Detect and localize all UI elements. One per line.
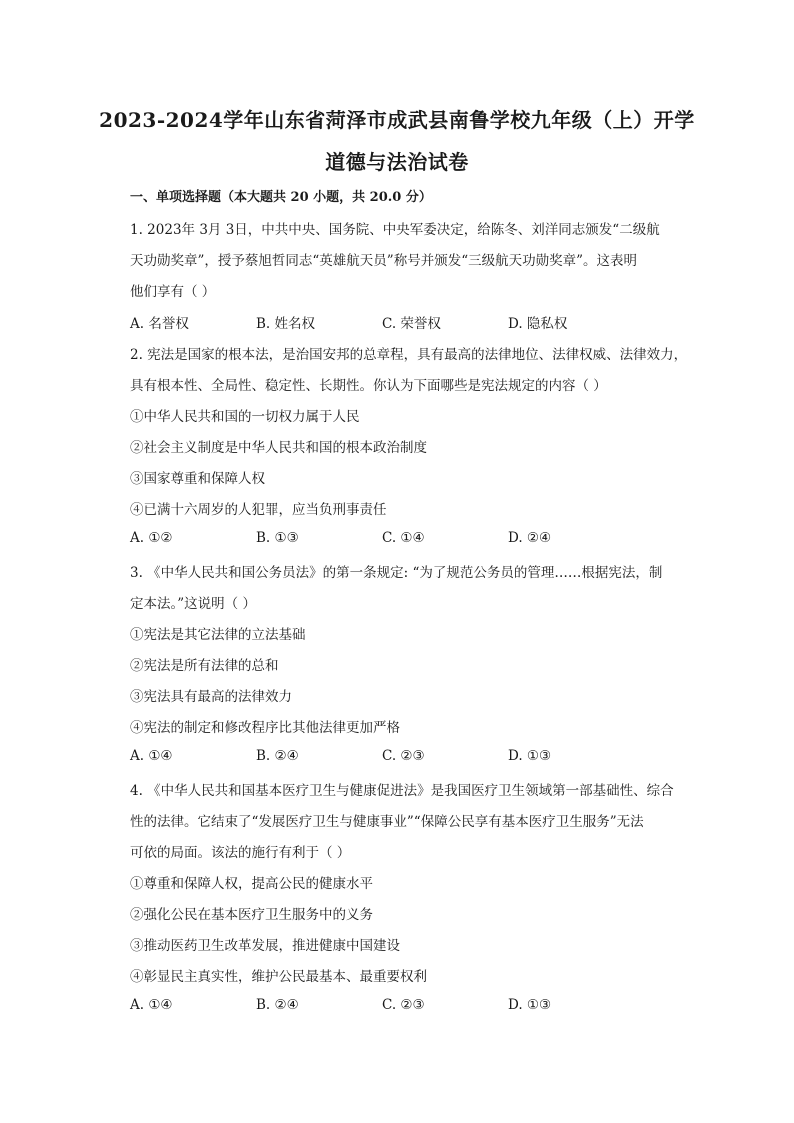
- question-line: 定本法。”这说明（ ）: [130, 596, 256, 612]
- statement-line: ②强化公民在基本医疗卫生服务中的义务: [130, 907, 373, 923]
- statement-line: ②宪法是所有法律的总和: [130, 658, 279, 674]
- question-line: 可依的局面。该法的施行有利于（ ）: [130, 845, 351, 861]
- option-a: A. ①④: [130, 748, 173, 764]
- option-b: B. ①③: [256, 530, 299, 546]
- exam-title-line2: 道德与法治试卷: [325, 150, 469, 174]
- option-b: B. ②④: [256, 748, 299, 764]
- question-line: 3. 《中华人民共和国公务员法》的第一条规定: “为了规范公务员的管理……根据宪法，制: [130, 565, 663, 581]
- question-line: 他们享有（ ）: [130, 284, 216, 300]
- statement-line: ④彰显民主真实性，维护公民最基本、最重要权利: [130, 969, 427, 985]
- question-line: 天功勋奖章”，授予蔡旭哲同志“英雄航天员”称号并颁发“三级航天功勋奖章”。这表明: [130, 253, 638, 269]
- option-b: B. ②④: [256, 997, 299, 1013]
- option-d: D. ①③: [508, 748, 552, 764]
- option-c: C. ②③: [382, 997, 425, 1013]
- question-line: 具有根本性、全局性、稳定性、长期性。你认为下面哪些是宪法规定的内容（ ）: [130, 378, 607, 394]
- question-line: 性的法律。它结束了“发展医疗卫生与健康事业”“保障公民享有基本医疗卫生服务”无法: [130, 814, 644, 830]
- option-c: C. ②③: [382, 748, 425, 764]
- statement-line: ③国家尊重和保障人权: [130, 471, 265, 487]
- option-a: A. 名誉权: [130, 316, 189, 332]
- option-c: C. ①④: [382, 530, 425, 546]
- section-heading: 一、单项选择题（本大题共 20 小题，共 20.0 分）: [130, 190, 432, 205]
- statement-line: ①中华人民共和国的一切权力属于人民: [130, 409, 360, 425]
- statement-line: ③宪法具有最高的法律效力: [130, 689, 292, 705]
- option-b: B. 姓名权: [256, 316, 316, 332]
- question-line: 4. 《中华人民共和国基本医疗卫生与健康促进法》是我国医疗卫生领域第一部基础性、综合: [130, 783, 674, 799]
- exam-title-line1: 2023-2024学年山东省菏泽市成武县南鲁学校九年级（上）开学: [99, 108, 695, 132]
- statement-line: ③推动医药卫生改革发展，推进健康中国建设: [130, 938, 400, 954]
- option-d: D. ①③: [508, 997, 552, 1013]
- statement-line: ④已满十六周岁的人犯罪，应当负刑事责任: [130, 502, 387, 518]
- question-line: 1. 2023年 3月 3日，中共中央、国务院、中央军委决定，给陈冬、刘洋同志颁发“二级航: [130, 222, 660, 238]
- statement-line: ④宪法的制定和修改程序比其他法律更加严格: [130, 720, 400, 736]
- option-d: D. ②④: [508, 530, 552, 546]
- option-a: A. ①④: [130, 997, 173, 1013]
- statement-line: ①宪法是其它法律的立法基础: [130, 627, 306, 643]
- option-d: D. 隐私权: [508, 316, 568, 332]
- statement-line: ②社会主义制度是中华人民共和国的根本政治制度: [130, 440, 427, 456]
- question-line: 2. 宪法是国家的根本法，是治国安邦的总章程，具有最高的法律地位、法律权威、法律效力，: [130, 347, 688, 363]
- option-c: C. 荣誉权: [382, 316, 441, 332]
- statement-line: ①尊重和保障人权，提高公民的健康水平: [130, 876, 373, 892]
- option-a: A. ①②: [130, 530, 173, 546]
